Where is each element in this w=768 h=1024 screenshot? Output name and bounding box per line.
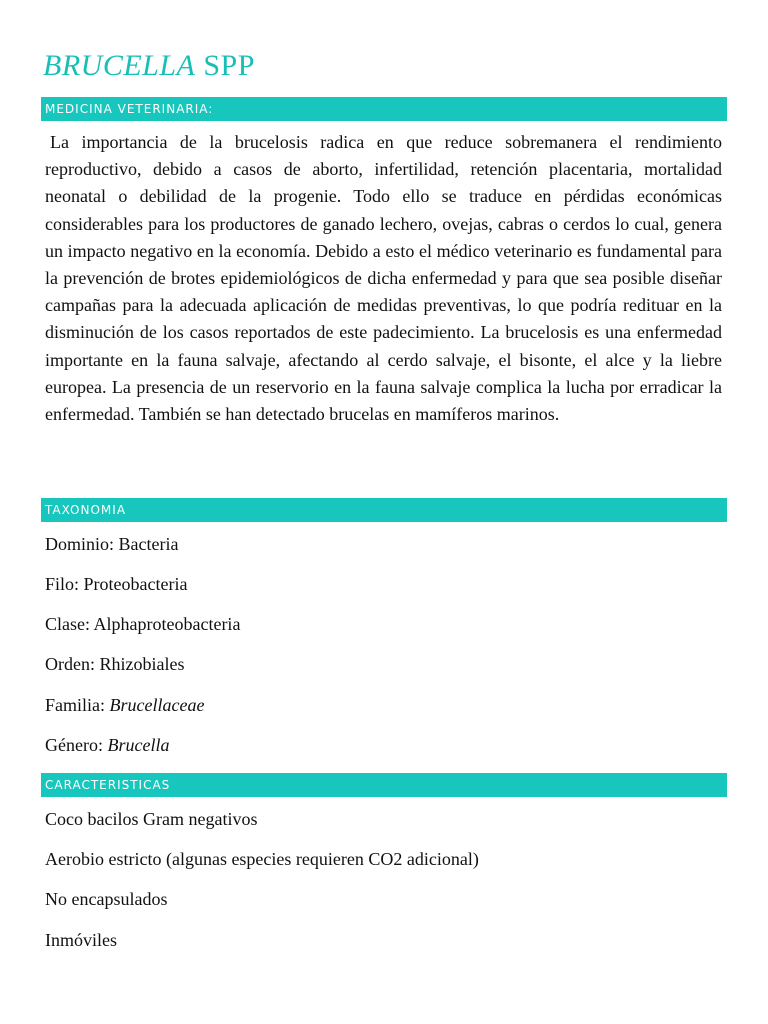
taxonomy-value-italic: Brucellaceae [109, 695, 205, 715]
taxonomy-label: Género: [45, 735, 108, 755]
taxonomy-label: Clase: [45, 614, 94, 634]
taxonomy-value: Rhizobiales [99, 654, 185, 674]
taxonomy-item-genero [45, 733, 169, 757]
section-heading-caracteristicas: CARACTERISTICAS [41, 773, 727, 797]
taxonomy-item-familia [45, 693, 204, 717]
taxonomy-label: Filo: [45, 574, 84, 594]
section-heading-medicina: MEDICINA VETERINARIA: [41, 97, 727, 121]
taxonomy-item-clase [45, 612, 240, 636]
page-title [43, 48, 255, 84]
taxonomy-value: Alphaproteobacteria [93, 614, 241, 634]
characteristic-item: Aerobio estricto (algunas especies requieren CO2 adicional) [45, 849, 479, 869]
taxonomy-value: Bacteria [118, 534, 179, 554]
taxonomy-item-dominio [45, 532, 178, 556]
title-rest: SPP [195, 49, 255, 82]
taxonomy-item-orden [45, 652, 184, 676]
taxonomy-label: Familia: [45, 695, 110, 715]
characteristic-item: Inmóviles [45, 930, 117, 950]
taxonomy-value-italic: Brucella [107, 735, 170, 755]
taxonomy-label: Dominio: [45, 534, 119, 554]
taxonomy-label: Orden: [45, 654, 100, 674]
characteristic-item: Coco bacilos Gram negativos [45, 809, 258, 829]
characteristic-item: No encapsulados [45, 889, 168, 909]
taxonomy-value: Proteobacteria [83, 574, 188, 594]
title-italic: BRUCELLA [43, 49, 196, 82]
taxonomy-item-filo [45, 572, 187, 596]
medicina-paragraph: La importancia de la brucelosis radica en que reduce sobremanera el rendimiento reproductivo, debido a casos de aborto, infertilidad, retención placentaria, mortalidad neonatal o debilidad de la progenie. Todo ello se traduce en pérdidas económicas considerables para los productores de ganado lechero, ovejas, cabras o cerdos lo cual, genera un impacto negativo en la economía. Debido a esto el médico veterinario es fundamental para la prevención de brotes epidemiológicos de dicha enfermedad y para que sea posible diseñar campañas para la adecuada aplicación de medidas preventivas, lo que podría redituar en la disminución de los casos reportados de este padecimiento. La brucelosis es una enfermedad importante en la fauna salvaje, afectando al cerdo salvaje, el bisonte, el alce y la liebre europea. La presencia de un reservorio en la fauna salvaje complica la lucha por erradicar la enfermedad. También se han detectado brucelas en mamíferos marinos. [45, 132, 722, 425]
section-heading-taxonomia: TAXONOMIA [41, 498, 727, 522]
